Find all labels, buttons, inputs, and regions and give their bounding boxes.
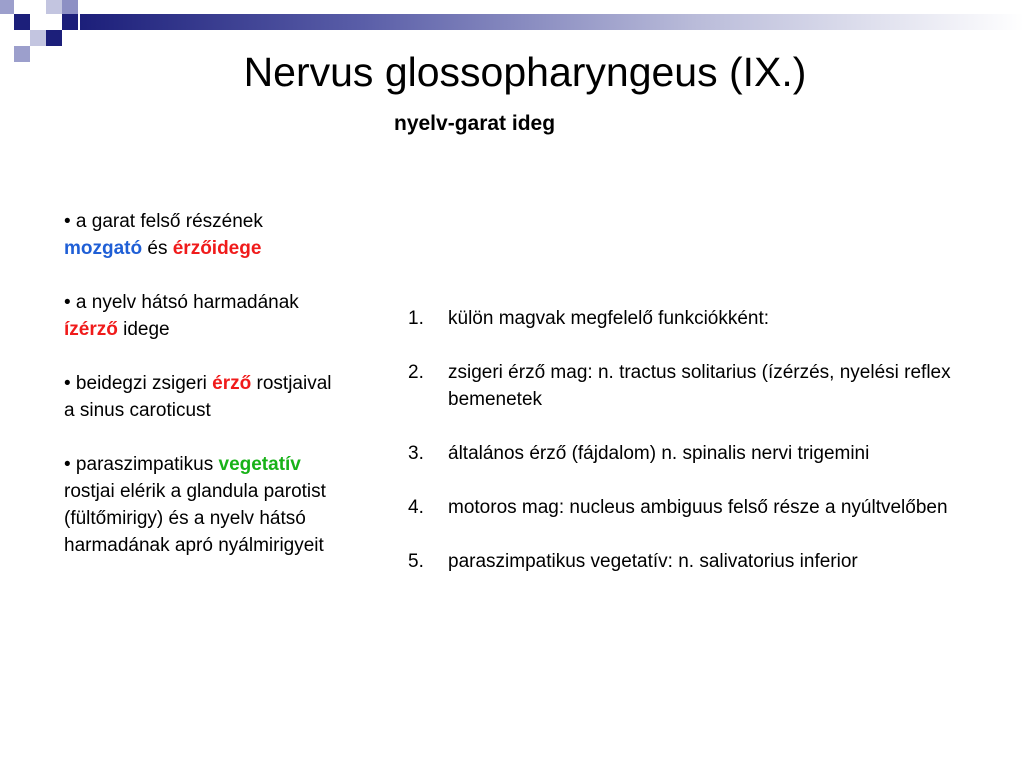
list-item xyxy=(408,359,1008,413)
bullet-text: idege xyxy=(117,319,170,340)
list-text: általános érző (fájdalom) n. spinalis nervi trigemini xyxy=(448,443,870,464)
header-gradient-band xyxy=(80,14,1024,30)
highlight-sensory: érző xyxy=(212,373,252,394)
bullet-item xyxy=(64,289,334,343)
deco-square-icon xyxy=(14,14,30,30)
bullet-text: • beidegzi zsigeri xyxy=(64,373,213,394)
slide-title: Nervus glossopharyngeus (IX.) xyxy=(243,49,807,95)
left-bullet-column xyxy=(64,208,334,586)
list-number: 5. xyxy=(408,551,424,572)
list-item xyxy=(408,305,1008,332)
bullet-item xyxy=(64,451,334,559)
highlight-taste: ízérző xyxy=(64,319,118,340)
highlight-motor: mozgató xyxy=(64,238,143,259)
deco-square-icon xyxy=(62,14,78,30)
deco-square-icon xyxy=(62,0,78,14)
bullet-text: • paraszimpatikus xyxy=(64,454,219,475)
deco-square-icon xyxy=(46,30,62,46)
bullet-item xyxy=(64,370,334,424)
bullet-item xyxy=(64,208,334,262)
deco-square-icon xyxy=(30,30,46,46)
list-text: külön magvak megfelelő funkciókként: xyxy=(448,308,770,329)
list-item xyxy=(408,548,1008,575)
bullet-text: és xyxy=(142,238,173,259)
list-number: 3. xyxy=(408,443,424,464)
list-text: paraszimpatikus vegetatív: n. salivatorius inferior xyxy=(448,551,858,572)
list-item xyxy=(408,494,1008,521)
numbered-list xyxy=(408,305,1008,602)
deco-square-icon xyxy=(0,0,14,14)
list-number: 1. xyxy=(408,308,424,329)
bullet-text: • a garat felső részének xyxy=(64,211,263,232)
deco-square-icon xyxy=(46,0,62,14)
bullet-text: rostjaival a sinus caroticust xyxy=(64,373,332,421)
list-item xyxy=(408,440,1008,467)
list-text: zsigeri érző mag: n. tractus solitarius (ízérzés, nyelési reflex bemenetek xyxy=(448,362,951,410)
list-number: 4. xyxy=(408,497,424,518)
highlight-vegetative: vegetatív xyxy=(218,454,301,475)
bullet-text: rostjai elérik a glandula parotist (fültőmirigy) és a nyelv hátsó harmadának apró nyálmirigyeit xyxy=(64,481,326,556)
highlight-sensory: érzőidege xyxy=(172,238,262,259)
list-number: 2. xyxy=(408,362,424,383)
bullet-text: • a nyelv hátsó harmadának xyxy=(64,292,299,313)
slide-subtitle: nyelv-garat ideg xyxy=(394,112,556,135)
list-text: motoros mag: nucleus ambiguus felső része a nyúltvelőben xyxy=(448,497,948,518)
